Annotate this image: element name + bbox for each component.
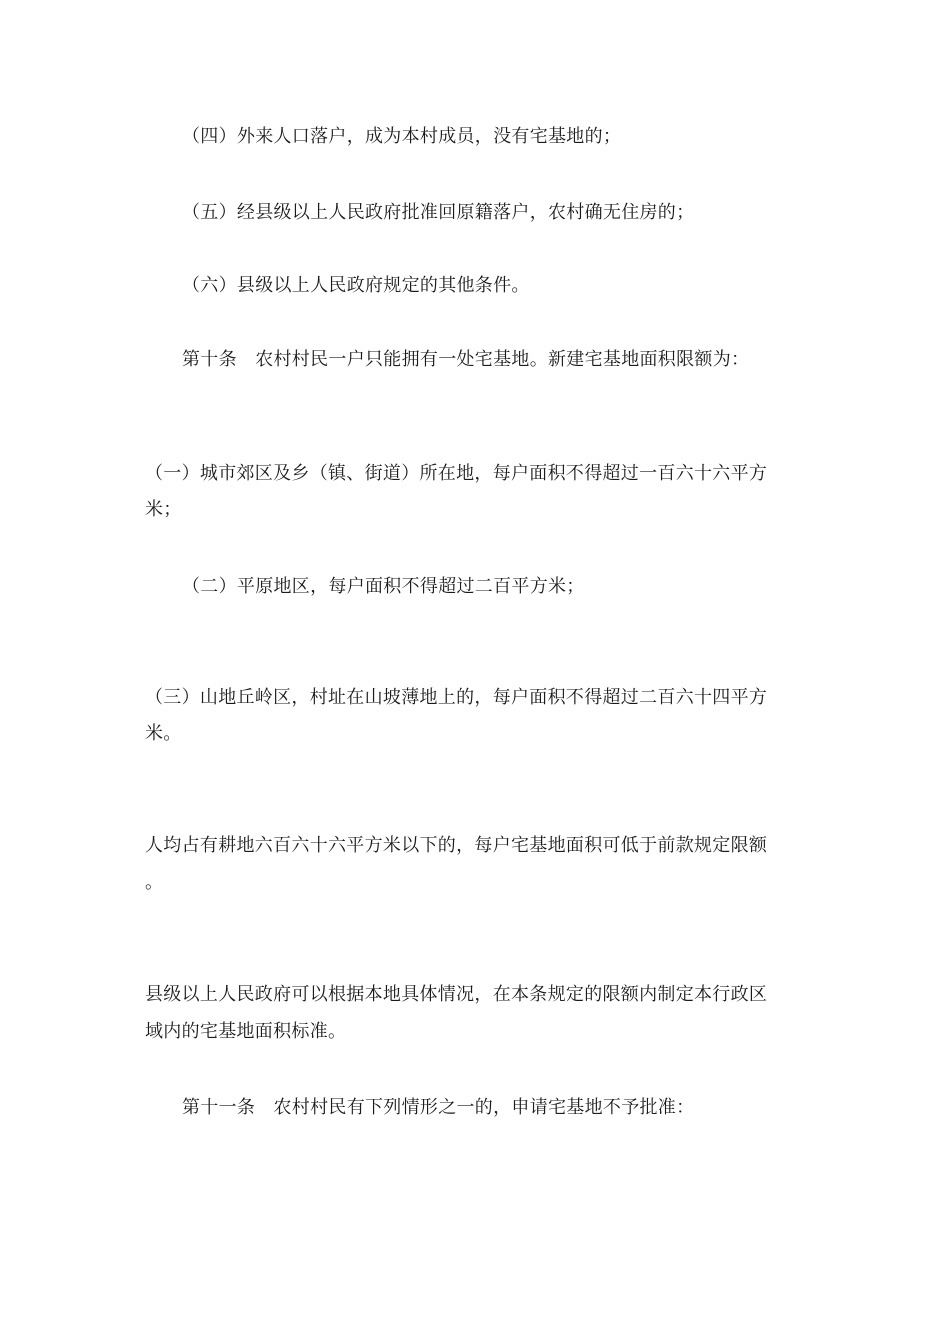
clause-item-four: （四）外来人口落户，成为本村成员，没有宅基地的； (182, 126, 622, 147)
article-ten-item-three-cont: 米。 (145, 723, 182, 744)
article-eleven-heading: 第十一条 农村村民有下列情形之一的，申请宅基地不予批准： (182, 1097, 695, 1118)
farmland-paragraph: 人均占有耕地六百六十六平方米以下的，每户宅基地面积可低于前款规定限额 (145, 835, 768, 856)
clause-item-five: （五）经县级以上人民政府批准回原籍落户，农村确无住房的； (182, 202, 695, 223)
farmland-paragraph-cont: 。 (145, 872, 164, 893)
article-ten-heading: 第十条 农村村民一户只能拥有一处宅基地。新建宅基地面积限额为： (182, 349, 750, 370)
clause-item-six: （六）县级以上人民政府规定的其他条件。 (182, 275, 530, 296)
article-ten-item-two: （二）平原地区，每户面积不得超过二百平方米； (182, 576, 585, 597)
county-standard-paragraph-cont: 域内的宅基地面积标准。 (145, 1021, 347, 1042)
county-standard-paragraph: 县级以上人民政府可以根据本地具体情况，在本条规定的限额内制定本行政区 (145, 984, 768, 1005)
article-ten-item-one: （一）城市郊区及乡（镇、街道）所在地，每户面积不得超过一百六十六平方 (145, 463, 768, 484)
article-ten-item-three: （三）山地丘岭区，村址在山坡薄地上的，每户面积不得超过二百六十四平方 (145, 687, 768, 708)
article-ten-item-one-cont: 米； (145, 499, 182, 520)
